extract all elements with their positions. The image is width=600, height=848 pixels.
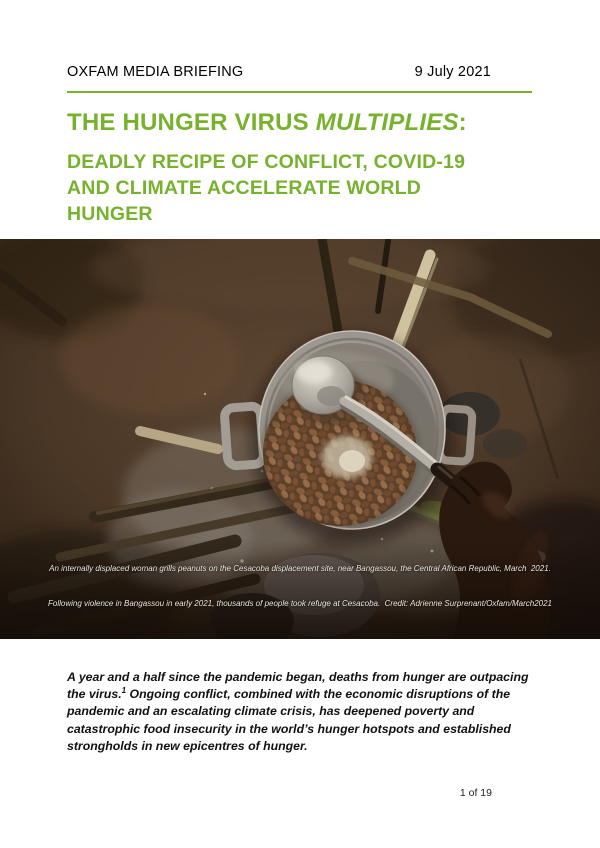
photo-caption-line-2: Following violence in Bangassou in early 2021, thousands of people took refuge at Cesacoba. Credit: Adrienne Surprenant/Oxfam/March2021 — [47, 598, 552, 608]
headline — [67, 108, 533, 138]
subheadline — [67, 149, 533, 227]
header-divider — [67, 91, 532, 93]
headline-text: THE HUNGER VIRUS — [67, 109, 316, 136]
lead-text-rest: Ongoing conflict, combined with the economic disruptions of the pandemic and an escalating climate crisis, has deepened poverty and catastrophic food insecurity in the world’s hunger hotspots and established strongholds in new epicentres of hunger. — [67, 687, 511, 753]
headline-emphasis: MULTIPLIES — [315, 109, 459, 136]
ash-in-pan — [322, 436, 372, 478]
subheadline-line-1: DEADLY RECIPE OF CONFLICT, COVID-19 — [67, 151, 466, 173]
subheadline-line-2: AND CLIMATE ACCELERATE WORLD — [67, 177, 422, 199]
footnote-ref: 1 — [121, 686, 127, 696]
issue-date: 9 July 2021 — [414, 64, 491, 80]
lead-text-start: A year and a half since the pandemic began, deaths from hunger are outpacing the virus. — [67, 670, 529, 702]
lead-paragraph — [67, 669, 537, 755]
headline-colon: : — [458, 109, 467, 136]
header — [67, 0, 533, 80]
photo-figure — [0, 239, 600, 639]
page-number: 1 of 19 — [459, 787, 492, 799]
subheadline-line-3: HUNGER — [67, 203, 153, 225]
photo-caption — [0, 540, 600, 632]
publication-name: OXFAM MEDIA BRIEFING — [67, 64, 244, 80]
photo-caption-line-1: An internally displaced woman grills peanuts on the Cesacoba displacement site, near Bangassou, the Central African Republic, March 2021. — [49, 564, 551, 573]
